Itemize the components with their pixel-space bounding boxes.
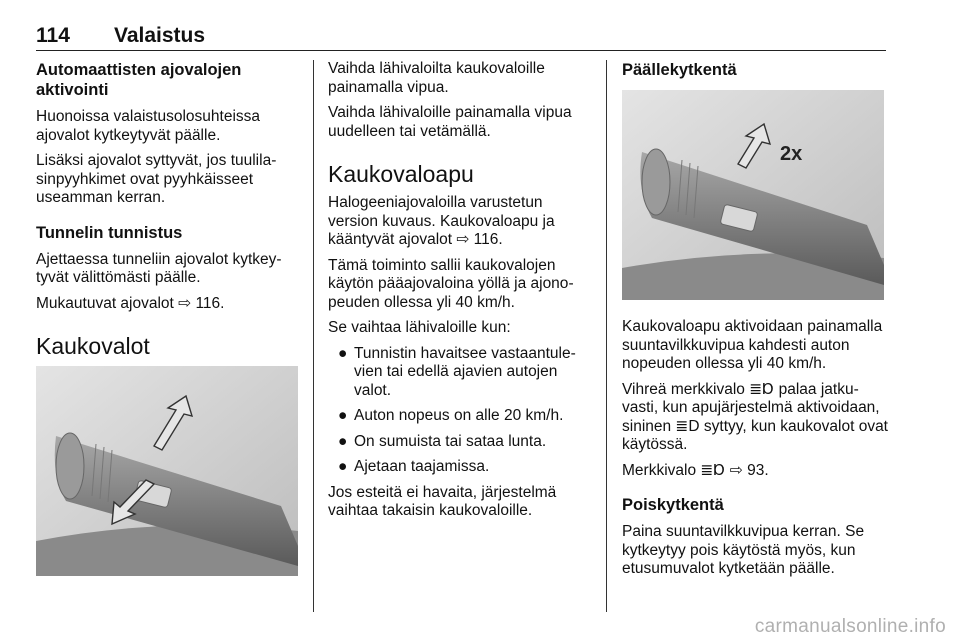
paragraph: Ajettaessa tunneliin ajovalot kytkeytyvät välittömästi päälle. [36, 250, 282, 286]
paragraph: Mukautuvat ajovalot ⇨ 116. [36, 294, 225, 312]
page-header [36, 24, 886, 51]
heading-tunnel-detection: Tunnelin tunnistus [36, 223, 183, 242]
condition-list [328, 345, 590, 477]
page-number: 114 [36, 24, 70, 47]
paragraph: Tämä toiminto sallii kaukovalojen käytön pääajovaloina yöllä ja ajonopeuden ollessa yli 40 km/h. [328, 256, 574, 311]
paragraph: Halogeeniajovaloilla varustetun version kuvaus. Kaukovaloapu ja kääntyvät ajovalot ⇨ 116. [328, 194, 555, 248]
column-2 [328, 60, 590, 528]
section-title-high-beam-assist: Kaukovaloapu [328, 161, 474, 187]
list-item: ● Auton nopeus on alle 20 km/h. [338, 407, 564, 424]
section-title-high-beam: Kaukovalot [36, 333, 150, 359]
heading-deactivation: Poiskytkentä [622, 496, 724, 514]
column-3 [622, 60, 888, 586]
heading-auto-headlights: Automaattisten ajovalojen aktivointi [36, 61, 242, 99]
lever-double-push-illustration [622, 90, 884, 300]
double-press-label: 2x [780, 143, 803, 165]
column-divider [313, 60, 314, 612]
paragraph: Vihreä merkkivalo ≣Ɒ palaa jatkuvasti, kun apujärjestelmä aktivoidaan, sininen ≣D syttyy, kun kaukovalot ovat käytössä. [622, 380, 888, 453]
paragraph: Merkkivalo ≣Ɒ ⇨ 93. [622, 461, 769, 479]
paragraph: Kaukovaloapu aktivoidaan painamalla suuntavilkkuvipua kahdesti auton nopeuden ollessa yli 40 km/h. [622, 318, 883, 372]
column-1 [36, 60, 300, 576]
paragraph: Se vaihtaa lähivaloille kun: [328, 319, 511, 336]
chapter-title: Valaistus [114, 24, 206, 47]
paragraph: Jos esteitä ei havaita, järjestelmä vaihtaa takaisin kaukovaloille. [328, 483, 557, 519]
paragraph: Vaihda lähivaloille painamalla vipua uudelleen tai vetämällä. [328, 104, 572, 140]
paragraph: Vaihda lähivaloilta kaukovaloille painamalla vipua. [328, 60, 545, 96]
watermark: carmanualsonline.info [754, 616, 946, 637]
paragraph: Lisäksi ajovalot syttyvät, jos tuulilasinpyyhkimet ovat pyyhkäisseet useamman kerran. [36, 152, 277, 206]
paragraph: Huonoissa valaistusolosuhteissa ajovalot kytkeytyvät päälle. [36, 108, 261, 144]
high-beam-lever-illustration [36, 366, 298, 576]
heading-activation: Päällekytkentä [622, 61, 737, 79]
column-divider [606, 60, 607, 612]
paragraph: Paina suuntavilkkuvipua kerran. Se kytkeytyy pois käytöstä myös, kun etusumuvalot kytketään päälle. [622, 523, 865, 577]
list-item: ● On sumuista tai sataa lunta. [338, 432, 547, 450]
list-item: ● Ajetaan taajamissa. [338, 458, 490, 475]
list-item: ● Tunnistin havaitsee vastaantulevien tai edellä ajavien autojen valot. [338, 344, 576, 399]
